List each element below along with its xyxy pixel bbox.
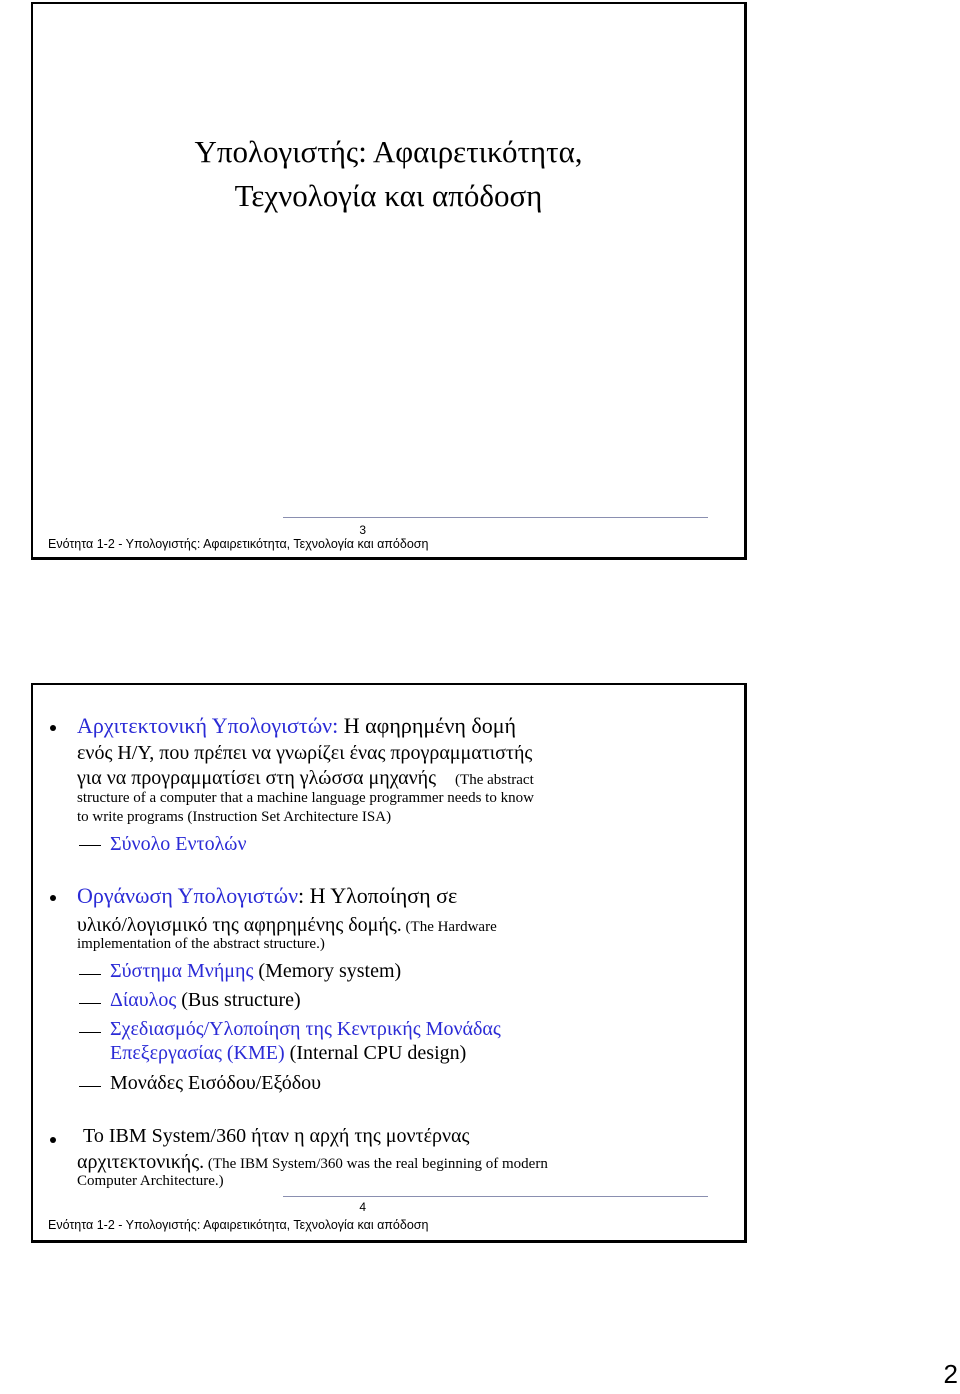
- sub-item-instruction-set: Σύνολο Εντολών: [110, 833, 247, 855]
- bullet-1-line-4: structure of a computer that a machine language programmer needs to know: [77, 790, 534, 806]
- dash-icon: [79, 974, 101, 975]
- sub-item-cpu-design-cont: Επεξεργασίας (ΚΜΕ) (Internal CPU design): [110, 1042, 467, 1064]
- sub-item-bus: Δίαυλος (Bus structure): [110, 989, 301, 1011]
- bullet-1-heading: Αρχιτεκτονική Υπολογιστών: Η αφηρημένη δομή: [77, 713, 517, 738]
- slide-footer: Ενότητα 1-2 - Υπολογιστής: Αφαιρετικότητα, Τεχνολογία και απόδοση: [48, 537, 429, 551]
- slide-page-number: 4: [359, 1200, 366, 1214]
- bullet-2-heading: Οργάνωση Υπολογιστών: Η Υλοποίηση σε: [77, 883, 458, 908]
- bullet-1-line-3: για να προγραμματίσει στη γλώσσα μηχανής (The abstract: [77, 767, 534, 789]
- slide-4: [31, 683, 747, 1243]
- bullet-2-line-3: implementation of the abstract structure.): [77, 936, 325, 952]
- bullet-1-line-2: ενός Η/Υ, που πρέπει να γνωρίζει ένας προγραμματιστής: [77, 742, 533, 764]
- dash-icon: [79, 1086, 101, 1087]
- bullet-3-line-1: Το IBM System/360 ήταν η αρχή της μοντέρνας: [83, 1125, 470, 1147]
- bullet-icon: [50, 1137, 56, 1143]
- slide-page-number: 3: [359, 523, 366, 537]
- bullet-icon: [50, 895, 56, 901]
- dash-icon: [79, 1032, 101, 1033]
- sub-item-io: Μονάδες Εισόδου/Εξόδου: [110, 1072, 322, 1094]
- sub-item-memory: Σύστημα Μνήμης (Memory system): [110, 960, 402, 982]
- document-page-number: 2: [943, 1359, 958, 1389]
- slide-footer: Ενότητα 1-2 - Υπολογιστής: Αφαιρετικότητα, Τεχνολογία και απόδοση: [48, 1218, 429, 1232]
- sub-item-cpu-design: Σχεδιασμός/Υλοποίηση της Κεντρικής Μονάδας: [110, 1018, 501, 1040]
- slide-3: [31, 2, 747, 560]
- dash-icon: [79, 1003, 101, 1004]
- bullet-2-line-2: υλικό/λογισμικό της αφηρημένης δομής. (The Hardware: [77, 914, 497, 936]
- title-line-2: Τεχνολογία και απόδοση: [234, 178, 543, 213]
- bullet-3-line-3: Computer Architecture.): [77, 1173, 224, 1189]
- footer-divider: [283, 517, 708, 518]
- footer-divider: [283, 1196, 708, 1197]
- slide-title: [33, 130, 744, 218]
- dash-icon: [79, 845, 101, 846]
- title-line-1: Υπολογιστής: Αφαιρετικότητα,: [194, 134, 583, 169]
- bullet-1-line-5: to write programs (Instruction Set Architecture ISA): [77, 809, 392, 825]
- bullet-icon: [50, 725, 56, 731]
- bullet-3-line-2: αρχιτεκτονικής. (The IBM System/360 was the real beginning of modern: [77, 1151, 548, 1173]
